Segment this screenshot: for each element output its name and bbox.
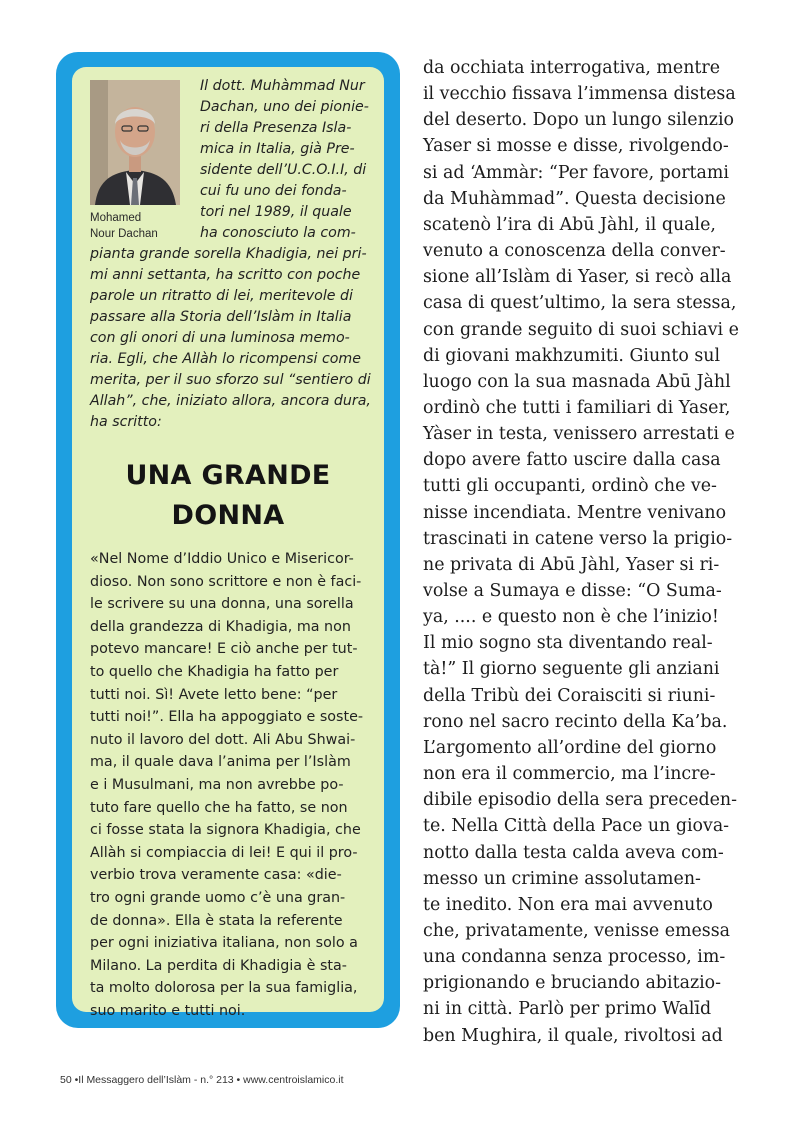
column-line: ordinò che tutti i familiari di Yaser, bbox=[423, 397, 731, 418]
column-line: rono nel sacro recinto della Ka’ba. bbox=[423, 711, 728, 732]
letter-line: tro ogni grande uomo c’è una gran- bbox=[90, 890, 346, 906]
caption-line: Mohamed bbox=[90, 212, 142, 224]
column-line: te inedito. Non era mai avvenuto bbox=[423, 894, 713, 915]
column-line: casa di quest’ultimo, la sera stessa, bbox=[423, 293, 737, 314]
column-line: il vecchio fissava l’immensa distesa bbox=[423, 84, 736, 105]
headline-line: UNA GRANDE bbox=[125, 460, 331, 491]
column-line: dibile episodio della sera preceden- bbox=[423, 790, 737, 811]
intro-line: parole un ritratto di lei, meritevole di bbox=[90, 288, 353, 304]
letter-line: per ogni iniziativa italiana, non solo a bbox=[90, 935, 358, 952]
column-line: volse a Sumaya e disse: “O Suma- bbox=[423, 581, 722, 601]
column-line: da Muhàmmad”. Questa decisione bbox=[423, 188, 726, 209]
column-line: una condanna senza processo, im- bbox=[423, 947, 726, 968]
letter-line: to quello che Khadigia ha fatto per bbox=[90, 664, 339, 680]
intro-line: passare alla Storia dell’Islàm in Italia bbox=[90, 309, 352, 325]
letter-line: ta molto dolorosa per la sua famiglia, bbox=[90, 980, 358, 997]
column-line: che, privatamente, venisse emessa bbox=[423, 920, 731, 941]
photo-caption bbox=[90, 210, 200, 242]
letter-line: tutti noi!”. Ella ha appoggiato e soste- bbox=[90, 709, 364, 726]
page-footer: 50 •Il Messaggero dell’Islàm - n.° 213 • www.centroislamico.it bbox=[60, 1074, 344, 1086]
column-line: luogo con la sua masnada Abū Jàhl bbox=[423, 371, 731, 392]
column-line: scatenò l’ira di Abū Jàhl, il quale, bbox=[423, 214, 716, 235]
column-line: sione all’Islàm di Yaser, si recò alla bbox=[423, 267, 732, 288]
column-line: non era il commercio, ma l’incre- bbox=[423, 764, 716, 785]
column-line: di giovani makhzumiti. Giunto sul bbox=[423, 345, 721, 366]
intro-line: cui fu uno dei fonda- bbox=[200, 183, 347, 199]
letter-line: ma, il quale dava l’anima per l’Islàm bbox=[90, 754, 351, 771]
column-line: nisse incendiata. Mentre venivano bbox=[423, 502, 727, 523]
portrait-photo bbox=[90, 80, 180, 205]
intro-line: ha conosciuto la com- bbox=[200, 225, 356, 241]
column-line: Yàser in testa, venissero arrestati e bbox=[423, 424, 735, 445]
column-line: ni in città. Parlò per primo Walīd bbox=[423, 999, 712, 1020]
letter-line: «Nel Nome d’Iddio Unico e Misericor- bbox=[90, 551, 354, 567]
column-line: ne privata di Abū Jàhl, Yaser si ri- bbox=[423, 554, 720, 575]
intro-line: ri della Presenza Isla- bbox=[200, 120, 352, 136]
column-line: tà!” Il giorno seguente gli anziani bbox=[423, 659, 720, 680]
intro-line: con gli onori di una luminosa memo- bbox=[90, 330, 350, 346]
letter-line: Milano. La perdita di Khadigia è sta- bbox=[90, 957, 347, 974]
column-line: venuto a conoscenza della conver- bbox=[423, 241, 726, 262]
caption-line: Nour Dachan bbox=[90, 228, 158, 240]
intro-line: ria. Egli, che Allàh lo ricompensi come bbox=[90, 351, 361, 367]
column-line: L’argomento all’ordine del giorno bbox=[423, 737, 717, 758]
letter-line: e i Musulmani, ma non avrebbe po- bbox=[90, 777, 344, 793]
letter-line: de donna». Ella è stata la referente bbox=[90, 912, 343, 929]
letter-line: ci fosse stata la signora Khadigia, che bbox=[90, 822, 361, 839]
column-line: con grande seguito di suoi schiavi e bbox=[423, 319, 739, 340]
intro-line: mica in Italia, già Pre- bbox=[200, 141, 355, 157]
intro-line: Dachan, uno dei pionie- bbox=[200, 99, 369, 115]
column-line: Il mio sogno sta diventando real- bbox=[423, 633, 713, 654]
column-line: della Tribù dei Coraisciti si riuni- bbox=[423, 685, 716, 706]
column-line: si ad ‘Ammàr: “Per favore, portami bbox=[423, 162, 729, 183]
letter-line: tutti noi. Sì! Avete letto bene: “per bbox=[90, 686, 338, 703]
column-line: del deserto. Dopo un lungo silenzio bbox=[423, 110, 734, 131]
column-line: messo un crimine assolutamen- bbox=[423, 868, 701, 889]
letter-line: suo marito e tutti noi. bbox=[90, 1003, 246, 1019]
intro-line: Allah”, che, iniziato allora, ancora dura, bbox=[90, 393, 371, 409]
letter-line: della grandezza di Khadigia, ma non bbox=[90, 618, 351, 635]
letter-line: le scrivere su una donna, una sorella bbox=[90, 596, 354, 613]
column-line: ben Mughira, il quale, rivoltosi ad bbox=[423, 1025, 723, 1046]
intro-line: sidente dell’U.C.O.I.I, di bbox=[200, 162, 367, 178]
letter-line: tuto fare quello che ha fatto, se non bbox=[90, 799, 348, 816]
letter-line: nuto il lavoro del dott. Ali Abu Shwai- bbox=[90, 731, 356, 748]
headline-line: DONNA bbox=[171, 500, 285, 531]
intro-line: mi anni settanta, ha scritto con poche bbox=[90, 267, 361, 283]
intro-line: merita, per il suo sforzo sul “sentiero di bbox=[90, 372, 371, 388]
intro-line: pianta grande sorella Khadigia, nei pri- bbox=[90, 246, 367, 262]
intro-line: Il dott. Muhàmmad Nur bbox=[200, 78, 365, 94]
column-line: prigionando e bruciando abitazio- bbox=[423, 973, 722, 994]
intro-line: tori nel 1989, il quale bbox=[200, 204, 352, 220]
letter-line: potevo mancare! E ciò anche per tut- bbox=[90, 641, 358, 658]
intro-line: ha scritto: bbox=[90, 414, 162, 430]
letter-line: verbio trova veramente casa: «die- bbox=[90, 867, 342, 884]
column-line: tutti gli occupanti, ordinò che ve- bbox=[423, 476, 717, 497]
column-line: trascinati in catene verso la prigio- bbox=[423, 528, 733, 549]
column-line: Yaser si mosse e disse, rivolgendo- bbox=[423, 136, 729, 157]
column-line: da occhiata interrogativa, mentre bbox=[423, 58, 721, 78]
letter-line: dioso. Non sono scrittore e non è faci- bbox=[90, 573, 362, 590]
column-line: te. Nella Città della Pace un giova- bbox=[423, 816, 730, 837]
column-line: dopo avere fatto uscire dalla casa bbox=[423, 450, 721, 471]
column-line: ya, .... e questo non è che l’inizio! bbox=[423, 607, 719, 628]
column-line: notto dalla testa calda aveva com- bbox=[423, 842, 724, 863]
letter-line: Allàh si compiaccia di lei! E qui il pro- bbox=[90, 844, 358, 861]
